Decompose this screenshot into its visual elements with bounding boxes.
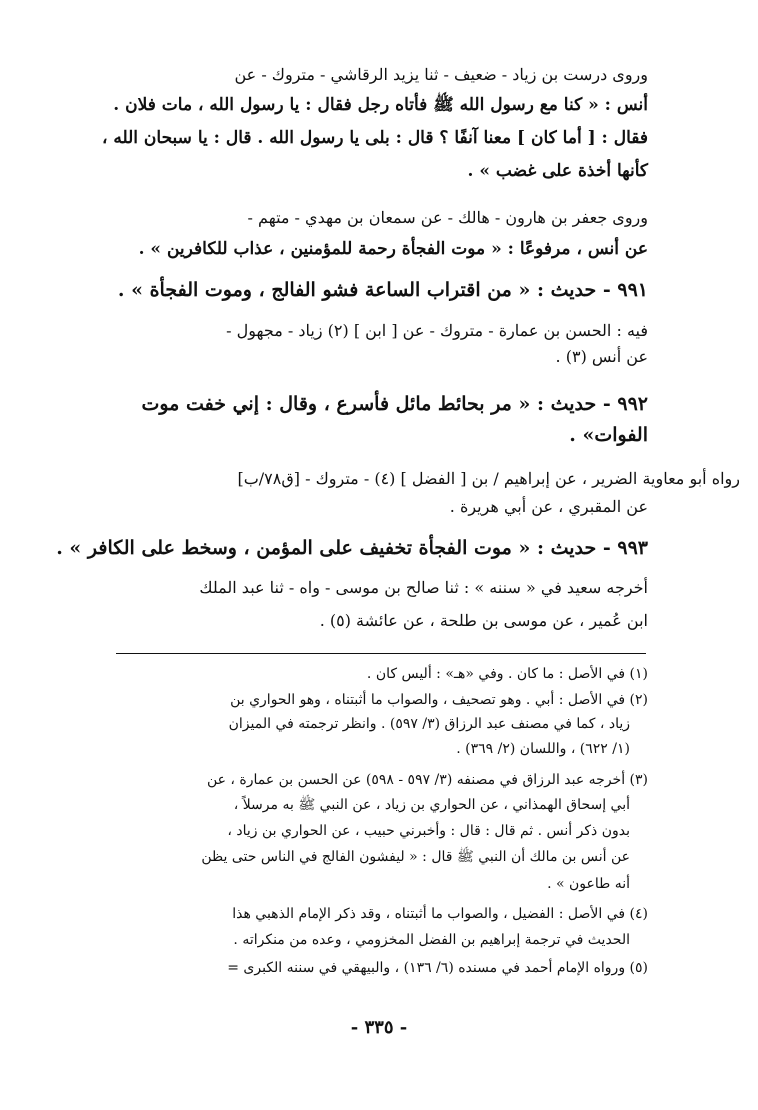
footnote-line: أنه طاعون » .	[547, 876, 630, 892]
text-line: عن المقبري ، عن أبي هريرة .	[449, 497, 648, 516]
footnote-divider	[116, 653, 646, 654]
text-line: عن أنس ، مرفوعًا : « موت الفجأة رحمة للمؤمنين ، عذاب للكافرين » .	[138, 239, 648, 259]
footnote-line: بدون ذكر أنس . ثم قال : قال : وأخبرني حبيب ، عن الحواري بن زياد ،	[227, 823, 630, 839]
footnote-line: (٣) أخرجه عبد الرزاق في مصنفه (٣/ ٥٩٧ - ٥٩٨) عن الحسن بن عمارة ، عن	[206, 772, 648, 788]
footnote-line: (٢) في الأصل : أبي . وهو تصحيف ، والصواب ما أثبتناه ، وهو الحواري بن	[230, 692, 648, 708]
text-line: أخرجه سعيد في « سننه » : ثنا صالح بن موسى - واه - ثنا عبد الملك	[199, 578, 648, 597]
hadith-heading: الفوات» .	[569, 424, 648, 446]
footnote-line: (١/ ٦٢٢) ، واللسان (٢/ ٣٦٩) .	[456, 741, 630, 757]
text-line: كأنها أخذة على غضب » .	[467, 161, 648, 181]
footnote-line: زياد ، كما في مصنف عبد الرزاق (٣/ ٥٩٧) . وانظر ترجمته في الميزان	[228, 716, 630, 732]
text-line: وروى درست بن زياد - ضعيف - ثنا يزيد الرقاشي - متروك - عن	[234, 65, 648, 84]
hadith-heading: ٩٩١ - حديث : « من اقتراب الساعة فشو الفالج ، وموت الفجأة » .	[117, 279, 648, 301]
footnote-line: الحديث في ترجمة إبراهيم بن الفضل المخزومي ، وعده من منكراته .	[233, 932, 630, 948]
text-line: وروى جعفر بن هارون - هالك - عن سمعان بن مهدي - متهم -	[247, 208, 648, 227]
footnote-line: عن أنس بن مالك أن النبي ﷺ قال : « ليفشون الفالج في الناس حتى يظن	[201, 849, 630, 865]
text-line: أنس : « كنا مع رسول الله ﷺ فأتاه رجل فقال : يا رسول الله ، مات فلان .	[113, 95, 648, 115]
page-number: - ٣٣٥ -	[350, 1017, 408, 1038]
text-line: فقال : [ أما كان ] معنا آنفًا ؟ قال : بلى يا رسول الله . قال : يا سبحان الله ،	[101, 128, 648, 148]
text-line: ابن عُمير ، عن موسى بن طلحة ، عن عائشة (٥) .	[319, 611, 648, 630]
hadith-heading: ٩٩٣ - حديث : « موت الفجأة تخفيف على المؤمن ، وسخط على الكافر » .	[56, 537, 648, 559]
footnote-line: (١) في الأصل : ما كان . وفي «هـ» : أليس كان .	[366, 666, 648, 682]
footnote-line: (٤) في الأصل : الفضيل ، والصواب ما أثبتناه ، وقد ذكر الإمام الذهبي هذا	[232, 906, 648, 922]
text-line: فيه : الحسن بن عمارة - متروك - عن [ ابن ] (٢) زياد - مجهول -	[226, 321, 648, 340]
text-line: عن أنس (٣) .	[555, 347, 648, 366]
footnote-line: أبي إسحاق الهمذاني ، عن الحواري بن زياد ، عن النبي ﷺ به مرسلاً ،	[233, 797, 630, 813]
hadith-heading: ٩٩٢ - حديث : « مر بحائط مائل فأسرع ، وقال : إني خفت موت	[141, 393, 648, 415]
text-line: رواه أبو معاوية الضرير ، عن إبراهيم / بن [ الفضل ] (٤) - متروك - [ق٧٨/ب]	[237, 469, 740, 488]
footnote-line: (٥) ورواه الإمام أحمد في مسنده (٦/ ١٣٦) ، والبيهقي في سننه الكبرى =	[227, 960, 648, 976]
